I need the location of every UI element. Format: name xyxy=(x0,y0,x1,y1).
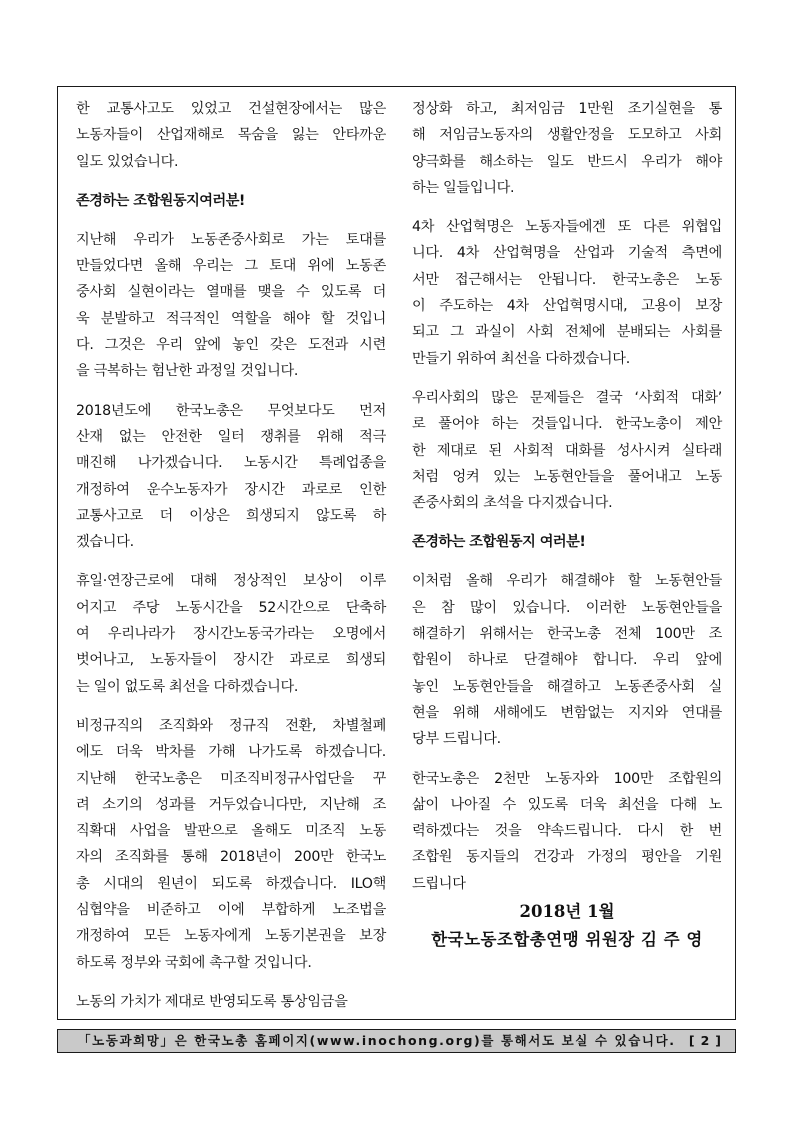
paragraph xyxy=(76,398,386,556)
text-line: 개정하여 모든 노동자에게 노동기본권을 보장 xyxy=(76,928,386,945)
page-number: [2] xyxy=(688,1033,727,1048)
text-line: 교통사고로 더 이상은 희생되지 않도록 하 xyxy=(76,507,386,524)
text-line: 에도 더욱 박차를 가해 나가도록 하겠습니다. xyxy=(76,744,386,761)
text-line: 은 참 많이 있습니다. 이러한 노동현안들을 xyxy=(412,599,722,616)
section-heading: 존경하는 조합원동지 여러분! xyxy=(412,534,586,551)
text-line: 이 주도하는 4차 산업혁명시대, 고용이 보장 xyxy=(412,298,722,315)
text-line: 서만 접근해서는 안됩니다. 한국노총은 노동 xyxy=(412,271,722,288)
text-line: 한 제대로 된 사회적 대화를 성사시켜 실타래 xyxy=(412,442,722,459)
text-line: 겠습니다. xyxy=(76,534,134,551)
text-line: 만들기 위하여 최선을 다하겠습니다. xyxy=(412,350,630,367)
text-line: 려 소기의 성과를 거두었습니다만, 지난해 조 xyxy=(76,796,386,813)
text-line: 개정하여 운수노동자가 장시간 과로로 인한 xyxy=(76,481,386,498)
text-line: 조합원 동지들의 건강과 가정의 평안을 기원 xyxy=(412,849,722,866)
text-line: 한국노총은 2천만 노동자와 100만 조합원의 xyxy=(412,770,722,787)
section-heading: 존경하는 조합원동지여러분! xyxy=(76,192,245,209)
text-line: 4차 산업혁명은 노동자들에겐 또 다른 위협입 xyxy=(412,219,722,236)
text-line: 처럼 엉켜 있는 노동현안들을 풀어내고 노동 xyxy=(412,468,722,485)
text-line: 이처럼 올해 우리가 해결해야 할 노동현안들 xyxy=(412,573,722,590)
left-column xyxy=(76,96,386,1028)
paragraph xyxy=(76,713,386,976)
text-line: 매진해 나가겠습니다. 노동시간 특례업종을 xyxy=(76,455,386,472)
text-line: 욱 분발하고 적극적인 역할을 해야 할 것입니 xyxy=(76,310,386,327)
text-line: 자의 조직화를 통해 2018년이 200만 한국노 xyxy=(76,849,386,866)
text-line: 드립니다 xyxy=(412,875,466,892)
text-line: 일도 있었습니다. xyxy=(76,153,179,170)
text-line: 을 극복하는 험난한 과정일 것입니다. xyxy=(76,363,299,380)
paragraph xyxy=(76,227,386,385)
text-line: 해 저임금노동자의 생활안정을 도모하고 사회 xyxy=(412,127,722,144)
text-line: 우리사회의 많은 문제들은 결국 ‘사회적 대화’ xyxy=(412,389,722,406)
text-line: 력하겠다는 것을 약속드립니다. 다시 한 번 xyxy=(412,823,722,840)
paragraph xyxy=(412,214,722,372)
text-line: 노동의 가치가 제대로 반영되도록 통상임금을 xyxy=(76,993,348,1010)
text-line: 하는 일들입니다. xyxy=(412,179,515,196)
text-line: 니다. 4차 산업혁명을 산업과 기술적 측면에 xyxy=(412,245,722,262)
right-column xyxy=(412,96,722,910)
text-line: 로 풀어야 하는 것들입니다. 한국노총이 제안 xyxy=(412,416,722,433)
text-line: 비정규직의 조직화와 정규직 전환, 차별철폐 xyxy=(76,717,386,734)
text-line: 심협약을 비준하고 이에 부합하게 노조법을 xyxy=(76,902,386,919)
text-line: 당부 드립니다. xyxy=(412,731,501,748)
paragraph xyxy=(412,766,722,897)
text-line: 합원이 하나로 단결해야 합니다. 우리 앞에 xyxy=(412,652,722,669)
paragraph xyxy=(412,385,722,516)
text-line: 중사회 실현이라는 열매를 맺을 수 있도록 더 xyxy=(76,284,386,301)
text-line: 산재 없는 안전한 일터 쟁취를 위해 적극 xyxy=(76,428,386,445)
signature-name: 한국노동조합총연맹 위원장 김 주 영 xyxy=(431,930,703,949)
text-line: 어지고 주당 노동시간을 52시간으로 단축하 xyxy=(76,599,386,616)
paragraph xyxy=(76,96,386,175)
paragraph xyxy=(76,989,386,1015)
text-line: 현을 위해 새해에도 변함없는 지지와 연대를 xyxy=(412,704,722,721)
text-line: 하도록 정부와 국회에 촉구할 것입니다. xyxy=(76,954,312,971)
text-line: 여 우리나라가 장시간노동국가라는 오명에서 xyxy=(76,626,386,643)
footer-bar xyxy=(57,1029,736,1053)
text-line: 해결하기 위해서는 한국노총 전체 100만 조 xyxy=(412,626,722,643)
text-line: 양극화를 해소하는 일도 반드시 우리가 해야 xyxy=(412,153,722,170)
text-line: 한 교통사고도 있었고 건설현장에서는 많은 xyxy=(76,101,386,117)
text-line: 2018년도에 한국노총은 무엇보다도 먼저 xyxy=(76,402,386,419)
text-line: 직확대 사업을 발판으로 올해도 미조직 노동 xyxy=(76,823,386,840)
paragraph xyxy=(412,96,722,201)
text-line: 는 일이 없도록 최선을 다하겠습니다. xyxy=(76,678,299,695)
text-line: 삶이 나아질 수 있도록 더욱 최선을 다해 노 xyxy=(412,796,722,813)
footer-text: 「노동과희망」은 한국노총 홈페이지(www.inochong.org)를 통해서도 보실 수 있습니다. xyxy=(78,1033,676,1048)
text-line: 다. 그것은 우리 앞에 놓인 갖은 도전과 시련 xyxy=(76,337,386,354)
text-line: 총 시대의 원년이 되도록 하겠습니다. ILO핵 xyxy=(76,875,386,892)
text-line: 지난해 우리가 노동존중사회로 가는 토대를 xyxy=(76,231,386,248)
text-line: 존중사회의 초석을 다지겠습니다. xyxy=(412,495,613,512)
paragraph xyxy=(412,568,722,752)
text-line: 노동자들이 산업재해로 목숨을 잃는 안타까운 xyxy=(76,127,386,144)
text-line: 벗어나고, 노동자들이 장시간 과로로 희생되 xyxy=(76,652,386,669)
signature-date: 2018년 1월 xyxy=(519,902,615,921)
text-line: 만들었다면 올해 우리는 그 토대 위에 노동존 xyxy=(76,258,386,275)
text-line: 휴일·연장근로에 대해 정상적인 보상이 이루 xyxy=(76,573,386,590)
text-line: 되고 그 과실이 사회 전체에 분배되는 사회를 xyxy=(412,324,722,341)
text-line: 정상화 하고, 최저임금 1만원 조기실현을 통 xyxy=(412,101,722,117)
text-line: 지난해 한국노총은 미조직비정규사업단을 꾸 xyxy=(76,770,386,787)
text-line: 놓인 노동현안들을 해결하고 노동존중사회 실 xyxy=(412,678,722,695)
paragraph xyxy=(76,568,386,699)
